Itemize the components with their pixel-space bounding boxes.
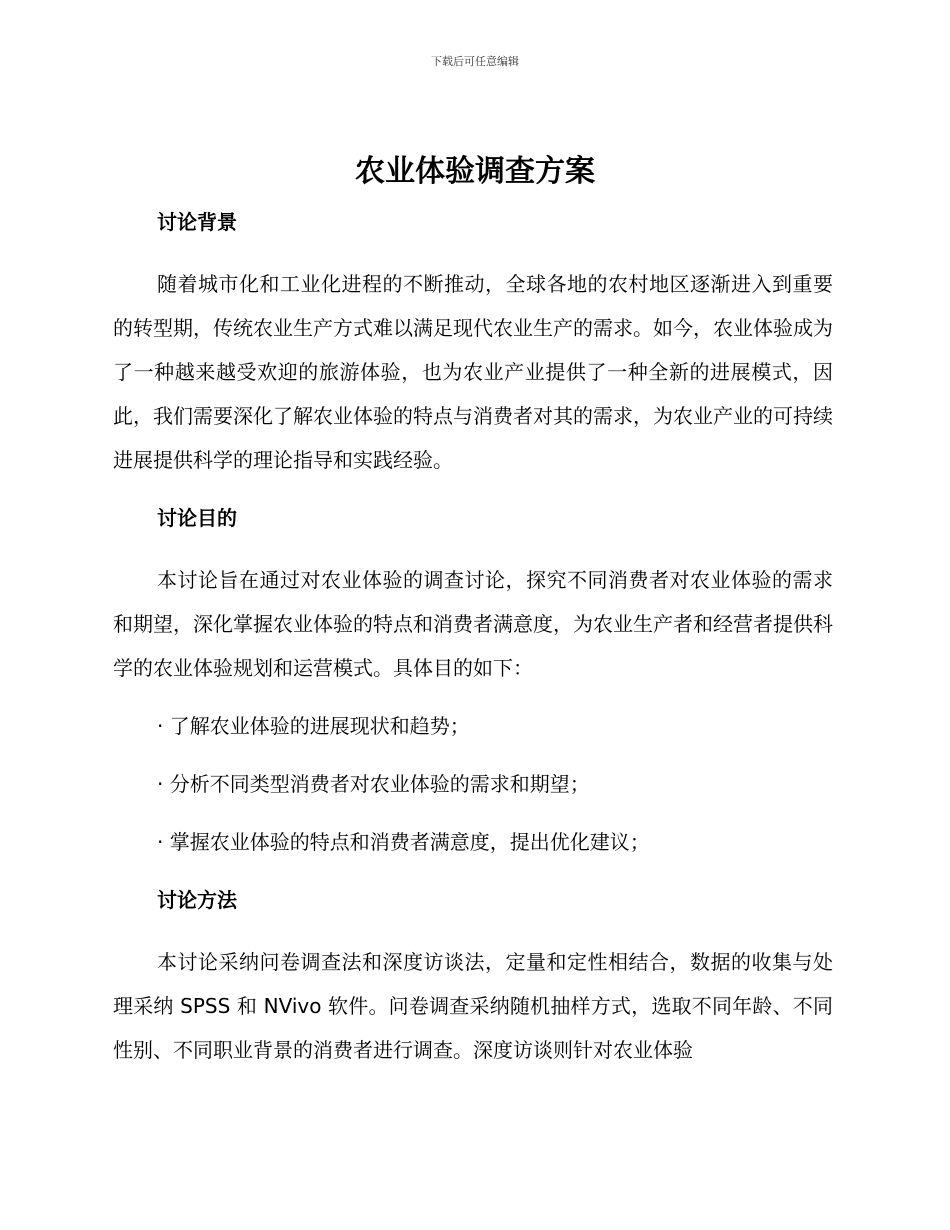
spacer xyxy=(113,690,833,704)
document-title: 农业体验调查方案 xyxy=(355,154,595,189)
spacer xyxy=(113,748,833,762)
spacer xyxy=(113,482,833,496)
document-body xyxy=(113,200,833,1072)
section-heading-method: 讨论方法 xyxy=(157,888,237,912)
section-paragraph-background: 随着城市化和工业化进程的不断推动，全球各地的农村地区逐渐进入到重要的转型期，传统农业生产方式难以满足现代农业生产的需求。如今，农业体验成为了一种越来越受欢迎的旅游体验，也为农业产业提供了一种全新的进展模式，因此，我们需要深化了解农业体验的特点与消费者对其的需求，为农业产业的可持续进展提供科学的理论指导和实践经验。 xyxy=(113,272,833,472)
section-heading-background: 讨论背景 xyxy=(157,210,237,234)
spacer xyxy=(113,244,833,262)
spacer xyxy=(113,922,833,940)
section-heading-purpose: 讨论目的 xyxy=(157,506,237,530)
spacer xyxy=(113,806,833,820)
section-paragraph-method: 本讨论采纳问卷调查法和深度访谈法，定量和定性相结合，数据的收集与处理采纳 SPSS 和 NVivo 软件。问卷调查采纳随机抽样方式，选取不同年龄、不同性别、不同职业背景的消费者进行调查。深度访谈则针对农业体验 xyxy=(113,950,833,1062)
page-header: 下载后可任意编辑 xyxy=(431,55,519,68)
bullet-item: · 分析不同类型消费者对农业体验的需求和期望； xyxy=(157,772,590,796)
bullet-item: · 了解农业体验的进展现状和趋势； xyxy=(157,714,470,738)
spacer xyxy=(113,864,833,878)
section-paragraph-purpose: 本讨论旨在通过对农业体验的调查讨论，探究不同消费者对农业体验的需求和期望，深化掌握农业体验的特点和消费者满意度，为农业生产者和经营者提供科学的农业体验规划和运营模式。具体目的如下： xyxy=(113,568,833,680)
bullet-item: · 掌握农业体验的特点和消费者满意度，提出优化建议； xyxy=(157,830,650,854)
spacer xyxy=(113,540,833,558)
